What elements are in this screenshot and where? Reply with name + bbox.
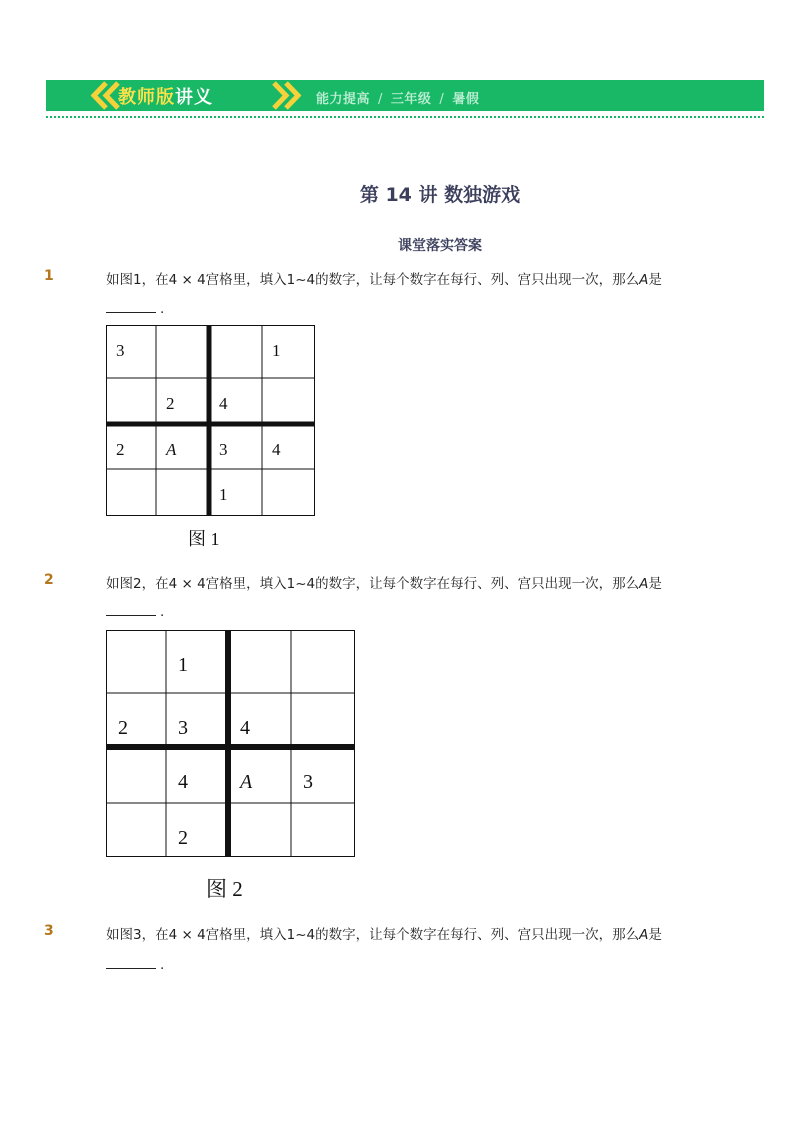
question-text-end: 是 [648,272,662,288]
figure-caption: 图 1 [188,529,220,549]
grid-cell-value: 1 [272,341,281,360]
breadcrumb-item: 三年级 [390,92,432,107]
grid-cell-value: 4 [272,440,281,459]
breadcrumb [316,88,479,107]
question-text-end: 是 [648,927,662,943]
lecture-title: 第 14 讲 数独游戏 [359,184,521,206]
question-text-main: 如图2，在4 × 4宫格里，填入1~4的数字，让每个数字在每行、列、宫只出现一次，那么 [106,576,640,592]
question-number: 1 [44,268,54,284]
section-title: 课堂落实答案 [398,238,482,254]
grid-cell-value: 2 [178,827,188,849]
question-text [106,923,662,943]
sudoku-grid-1 [106,325,315,516]
breadcrumb-separator: / [378,92,383,107]
answer-line [106,603,156,616]
question-text-end: 是 [648,576,662,592]
grid-cell-value: 3 [303,771,313,793]
grid-cell-value: 3 [178,717,188,739]
question-variable: A [639,272,649,288]
answer-period: . [160,301,165,317]
grid-cell-value: 4 [219,394,228,413]
answer-line [106,300,156,313]
brand-title [118,83,213,109]
grid-cell-value: 2 [118,717,128,739]
grid-cell-value: 2 [166,394,175,413]
grid-cell-value: 1 [178,654,188,676]
brand-part2: 讲义 [175,87,213,108]
breadcrumb-separator: / [439,92,445,107]
question-text [106,268,662,288]
answer-blank [106,300,164,317]
question-text-main: 如图3，在4 × 4宫格里，填入1~4的数字，让每个数字在每行、列、宫只出现一次，那么 [106,927,640,943]
brand-part1: 教师版 [118,87,175,108]
question-variable: A [639,576,649,592]
sudoku-grid-2 [106,630,355,857]
grid-cell-value: 4 [240,717,250,739]
double-chevron-right-icon [270,80,310,111]
answer-blank [106,603,164,620]
grid-cell-value: A [240,771,253,793]
answer-line [106,956,156,969]
question-number: 3 [44,923,54,939]
header-divider [46,116,764,118]
figure-caption: 图 2 [206,877,243,901]
answer-blank [106,956,164,973]
breadcrumb-item: 能力提高 [316,92,371,107]
grid-cell-value: 3 [219,440,228,459]
grid-cell-value: 1 [219,485,228,504]
grid-lines [106,325,315,516]
answer-period: . [160,604,165,620]
question-number: 2 [44,572,54,588]
breadcrumb-item: 暑假 [452,92,480,107]
header-banner [46,80,764,111]
question-variable: A [639,927,649,943]
answer-period: . [160,957,165,973]
grid-cell-value: 3 [116,341,125,360]
question-text [106,572,662,592]
grid-cell-value: A [166,440,177,459]
grid-cell-value: 2 [116,440,125,459]
grid-lines [106,630,355,857]
question-text-main: 如图1，在4 × 4宫格里，填入1~4的数字，让每个数字在每行、列、宫只出现一次，那么 [106,272,640,288]
grid-cell-value: 4 [178,771,188,793]
